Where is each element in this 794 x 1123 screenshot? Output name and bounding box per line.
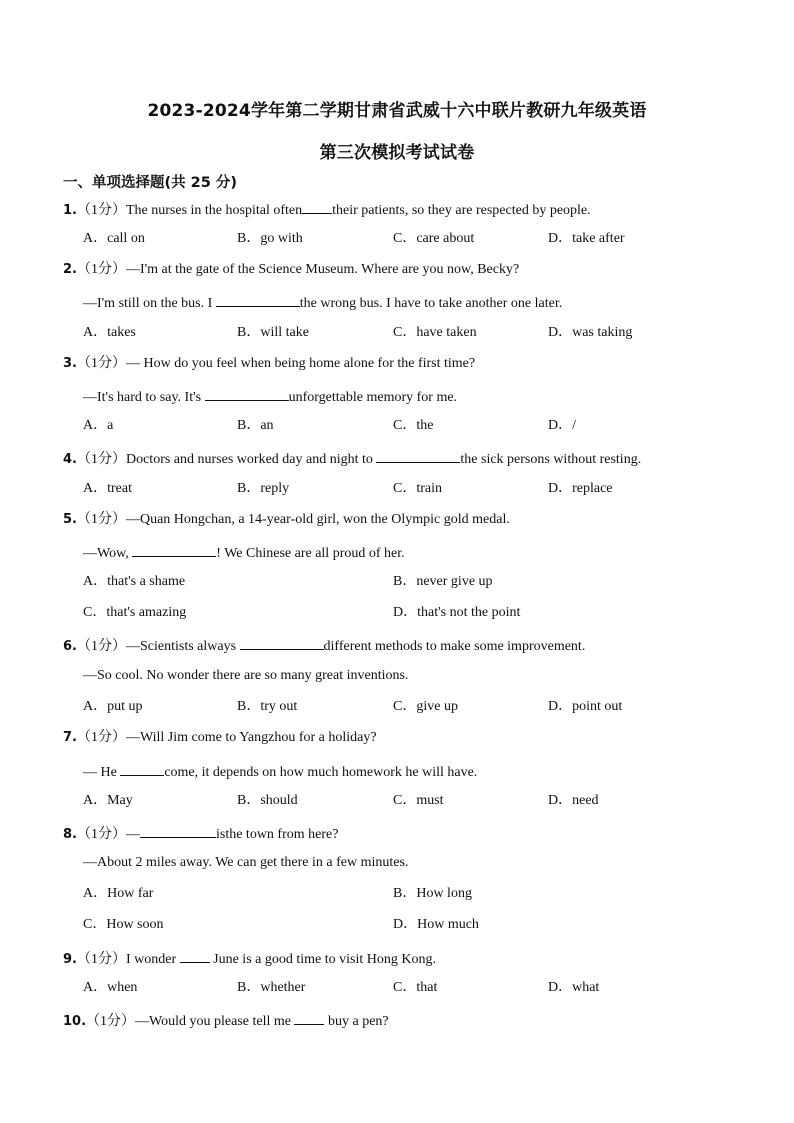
question-text-after: unforgettable memory for me. — [288, 390, 458, 405]
option-d[interactable]: D．point out — [548, 699, 623, 714]
question-number: 3. — [63, 356, 77, 371]
question-text-after: June is a good time to visit Hong Kong. — [213, 952, 436, 967]
question-text-after: ! We Chinese are all proud of her. — [216, 546, 405, 561]
option-b[interactable]: B．reply — [237, 481, 290, 496]
option-b[interactable]: B．go with — [237, 231, 303, 246]
option-d[interactable]: D．replace — [548, 481, 613, 496]
option-d[interactable]: D．/ — [548, 418, 576, 433]
question-text: —Scientists always — [125, 639, 237, 654]
option-b[interactable]: B．try out — [237, 699, 298, 714]
question-number: 9. — [63, 952, 77, 967]
question-score: （1分） — [76, 356, 126, 371]
answer-blank — [205, 386, 289, 401]
question-number: 4. — [63, 452, 77, 467]
answer-blank — [294, 1010, 324, 1025]
question-text-after: come, it depends on how much homework he will have. — [164, 765, 478, 780]
question-2-line2 — [83, 292, 562, 313]
option-b[interactable]: B．an — [237, 418, 274, 433]
question-text-after: buy a pen? — [327, 1014, 389, 1029]
question-text: —Wow, — [83, 546, 129, 561]
question-9 — [63, 948, 436, 969]
question-text: —Quan Hongchan, a 14-year-old girl, won the Olympic gold medal. — [125, 512, 510, 527]
question-text-after: the sick persons without resting. — [460, 452, 642, 467]
section-title: 一、单项选择题(共 25 分) — [63, 175, 238, 191]
question-8-line2 — [83, 854, 408, 872]
option-c[interactable]: C．train — [393, 481, 442, 496]
question-6 — [63, 635, 585, 656]
option-a[interactable]: A．a — [83, 418, 114, 433]
option-a[interactable]: A．call on — [83, 231, 145, 246]
question-number: 7. — [63, 730, 77, 745]
option-d[interactable]: D．How much — [393, 917, 479, 932]
question-score: （1分） — [76, 639, 126, 654]
question-text: —I'm still on the bus. I — [83, 296, 213, 311]
question-score: （1分） — [76, 730, 126, 745]
question-number: 6. — [63, 639, 77, 654]
answer-blank — [302, 199, 332, 214]
question-5 — [63, 511, 510, 529]
option-a[interactable]: A．put up — [83, 699, 143, 714]
question-number: 10. — [63, 1014, 87, 1029]
question-3 — [63, 355, 475, 373]
question-score: （1分） — [86, 1014, 136, 1029]
question-number: 2. — [63, 262, 77, 277]
question-text: — How do you feel when being home alone for the first time? — [125, 356, 476, 371]
question-score: （1分） — [76, 952, 126, 967]
question-text: —About 2 miles away. We can get there in a few minutes. — [83, 855, 409, 870]
answer-blank — [140, 823, 216, 838]
question-6-line2 — [83, 667, 408, 685]
question-text-after: their patients, so they are respected by people. — [332, 203, 591, 218]
question-text: Doctors and nurses worked day and night to — [125, 452, 373, 467]
question-score: （1分） — [76, 827, 126, 842]
exam-title-line1: 2023-2024学年第二学期甘肃省武威十六中联片教研九年级英语 — [147, 101, 647, 121]
question-number: 1. — [63, 203, 77, 218]
question-7-line2 — [83, 761, 477, 782]
answer-blank — [120, 761, 164, 776]
exam-title-line2: 第三次模拟考试试卷 — [319, 143, 475, 163]
answer-blank — [216, 292, 300, 307]
question-text: — — [125, 827, 140, 842]
option-d[interactable]: D．take after — [548, 231, 625, 246]
option-b[interactable]: B．never give up — [393, 574, 493, 589]
question-score: （1分） — [76, 452, 126, 467]
question-text: —It's hard to say. It's — [83, 390, 202, 405]
question-7 — [63, 729, 377, 747]
option-d[interactable]: D．need — [548, 793, 599, 808]
option-c[interactable]: C．the — [393, 418, 434, 433]
question-text: — He — [83, 765, 117, 780]
option-d[interactable]: D．that's not the point — [393, 605, 521, 620]
question-text-after: different methods to make some improvement. — [323, 639, 586, 654]
question-3-line2 — [83, 386, 457, 407]
option-a[interactable]: A．takes — [83, 325, 136, 340]
option-c[interactable]: C．have taken — [393, 325, 477, 340]
option-a[interactable]: A．when — [83, 980, 138, 995]
answer-blank — [132, 542, 216, 557]
option-c[interactable]: C．care about — [393, 231, 475, 246]
question-text: —So cool. No wonder there are so many great inventions. — [83, 668, 409, 683]
option-b[interactable]: B．should — [237, 793, 298, 808]
question-4 — [63, 448, 641, 469]
option-c[interactable]: C．How soon — [83, 917, 164, 932]
question-number: 8. — [63, 827, 77, 842]
question-2 — [63, 261, 519, 279]
option-a[interactable]: A．May — [83, 793, 133, 808]
option-d[interactable]: D．was taking — [548, 325, 633, 340]
option-c[interactable]: C．that — [393, 980, 438, 995]
question-1 — [63, 199, 591, 220]
option-a[interactable]: A．treat — [83, 481, 132, 496]
answer-blank — [376, 448, 460, 463]
question-text: —Would you please tell me — [135, 1014, 291, 1029]
question-text-after: the wrong bus. I have to take another one later. — [299, 296, 563, 311]
option-b[interactable]: B．whether — [237, 980, 306, 995]
question-10 — [63, 1010, 389, 1031]
question-text: I wonder — [125, 952, 177, 967]
question-8 — [63, 823, 338, 844]
option-c[interactable]: C．must — [393, 793, 444, 808]
question-text: —Will Jim come to Yangzhou for a holiday? — [125, 730, 377, 745]
question-number: 5. — [63, 512, 77, 527]
question-5-line2 — [83, 542, 405, 563]
option-a[interactable]: A．How far — [83, 886, 154, 901]
option-c[interactable]: C．give up — [393, 699, 458, 714]
option-c[interactable]: C．that's amazing — [83, 605, 187, 620]
question-text-after: isthe town from here? — [215, 827, 339, 842]
question-score: （1分） — [76, 203, 126, 218]
option-a[interactable]: A．that's a shame — [83, 574, 186, 589]
option-b[interactable]: B．How long — [393, 886, 472, 901]
option-b[interactable]: B．will take — [237, 325, 309, 340]
question-score: （1分） — [76, 512, 126, 527]
option-d[interactable]: D．what — [548, 980, 600, 995]
answer-blank — [180, 948, 210, 963]
question-text: The nurses in the hospital often — [125, 203, 303, 218]
question-score: （1分） — [76, 262, 126, 277]
answer-blank — [240, 635, 324, 650]
question-text: —I'm at the gate of the Science Museum. Where are you now, Becky? — [125, 262, 520, 277]
